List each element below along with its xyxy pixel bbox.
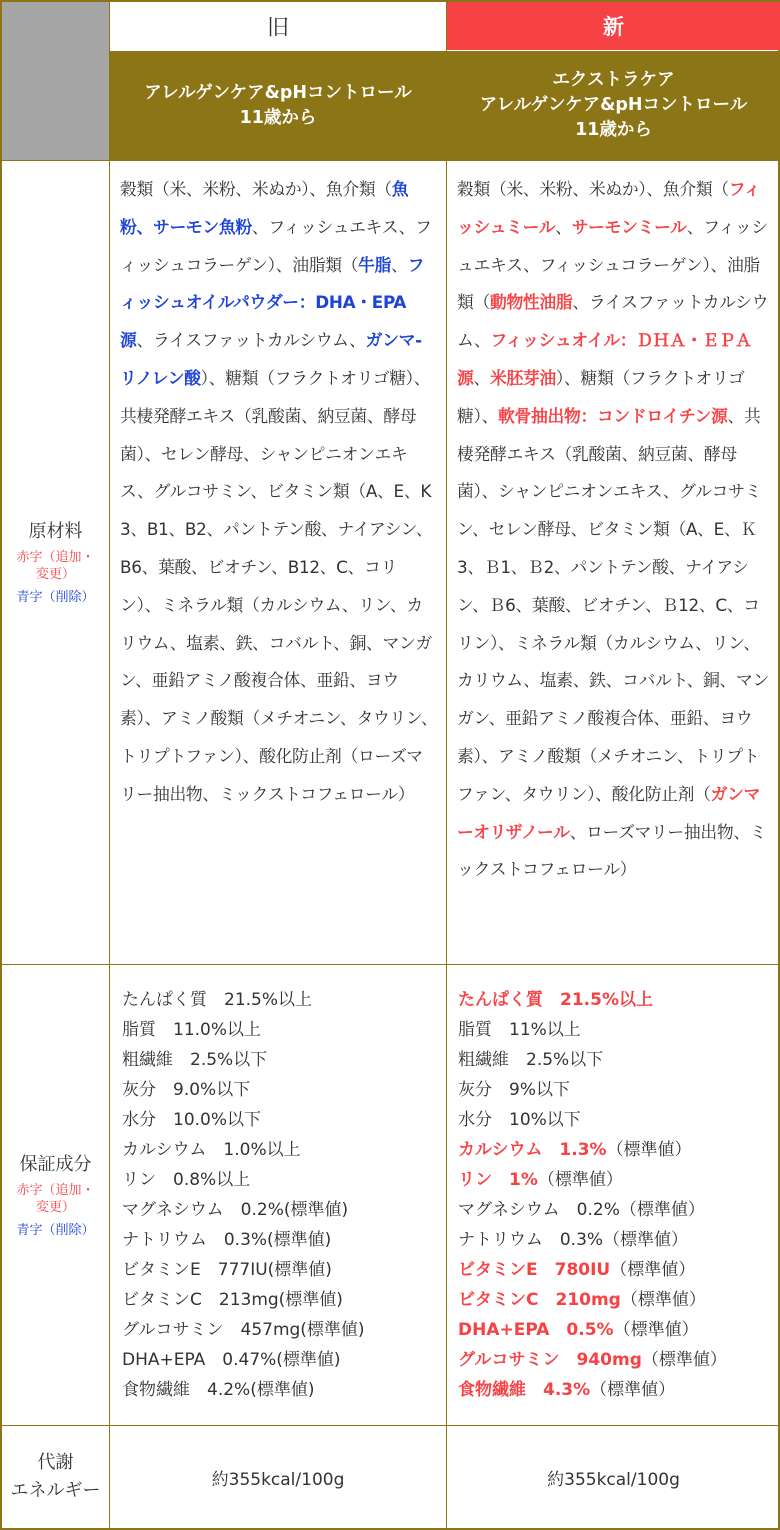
nutrient-name: ビタミンC xyxy=(122,1290,202,1310)
legend-blue: 青字（削除） xyxy=(16,1222,95,1238)
nutrient-value: 940mg xyxy=(576,1350,642,1370)
nutrient-value: 9%以下 xyxy=(509,1080,570,1100)
old-product-name xyxy=(110,51,446,160)
ingredient-text: 、 xyxy=(555,216,572,237)
nutrient-row xyxy=(458,1225,774,1255)
ingredient-text: 、フィッシュエキス、フィッシュコラーゲン）、油脂類（ xyxy=(457,216,768,313)
ingredient-added: 動物性油脂 xyxy=(489,292,573,313)
nutrient-note: （標準値） xyxy=(620,1290,706,1310)
ingredient-text: 、ライスファットカルシウム、 xyxy=(457,292,769,351)
nutrient-note: （標準値） xyxy=(590,1380,676,1400)
energy-label-1: 代謝 xyxy=(37,1452,74,1473)
nutrient-value: 4.2%(標準値) xyxy=(207,1380,315,1400)
nutrient-note: （標準値） xyxy=(613,1320,699,1340)
energy-label-2: エネルギー xyxy=(10,1480,101,1501)
nutrient-value: 10.0%以下 xyxy=(173,1110,262,1130)
nutrient-name: たんぱく質 xyxy=(458,990,543,1010)
energy-label-cell xyxy=(2,1426,109,1528)
ingredient-added: ガンマーオリザノール xyxy=(457,783,761,842)
energy-old: 約355kcal/100g xyxy=(211,1469,345,1490)
new-product-name xyxy=(447,51,780,160)
ingredient-added: フィッシュミール xyxy=(457,179,761,237)
nutrient-name: ビタミンE xyxy=(122,1260,201,1280)
nutrient-name: 水分 xyxy=(458,1110,492,1130)
nutrient-name: リン xyxy=(122,1170,156,1190)
nutrient-value: 4.3% xyxy=(543,1380,591,1400)
nutrient-value: 0.2%(標準値) xyxy=(240,1200,349,1220)
nutrient-value: 0.3% xyxy=(559,1230,604,1250)
nutrient-row xyxy=(122,1285,440,1315)
nutrient-name: 灰分 xyxy=(122,1080,156,1100)
nutrient-name: ビタミンC xyxy=(458,1290,539,1310)
nutrient-name: カルシウム xyxy=(122,1140,207,1160)
nutrient-value: 777IU(標準値) xyxy=(217,1260,332,1280)
ingredient-text: 穀類（米、米粉、米ぬか）、魚介類（ xyxy=(457,179,729,199)
nutrient-name: たんぱく質 xyxy=(122,990,207,1010)
nutrient-name: 灰分 xyxy=(458,1080,492,1100)
nutrient-value: 11%以上 xyxy=(509,1020,581,1040)
nutrient-row xyxy=(122,1195,440,1225)
divider-h1 xyxy=(2,160,780,161)
guaranteed-new-list xyxy=(458,985,774,1405)
ingredient-removed: フィッシュオイルパウダー：DHA・EPA源 xyxy=(120,254,425,351)
divider-h2 xyxy=(2,964,780,965)
nutrient-row xyxy=(458,1075,774,1105)
old-product-line-2: 11歳から xyxy=(239,107,317,128)
nutrient-note: （標準値） xyxy=(641,1350,727,1370)
nutrient-row xyxy=(458,1015,774,1045)
new-product-line-3: 11歳から xyxy=(575,120,652,140)
ingredient-added: 米胚芽油 xyxy=(489,367,556,388)
ingredient-added: フィッシュオイル：ＤＨＡ・ＥＰＡ源 xyxy=(457,330,752,388)
nutrient-name: グルコサミン xyxy=(122,1320,224,1340)
nutrient-note: （標準値） xyxy=(537,1170,623,1190)
nutrient-name: グルコサミン xyxy=(458,1350,560,1370)
nutrient-row xyxy=(122,1255,440,1285)
nutrient-row xyxy=(458,1105,774,1135)
nutrient-row xyxy=(122,1345,440,1375)
guaranteed-label: 保証成分 xyxy=(19,1153,92,1175)
nutrient-row xyxy=(458,1345,774,1375)
ingredient-removed: ガンマ-リノレン酸 xyxy=(120,330,422,388)
new-product-line-1: エクストラケア xyxy=(552,70,675,90)
nutrient-value: 0.2% xyxy=(576,1200,620,1220)
nutrient-row xyxy=(458,1045,774,1075)
nutrient-value: 780IU xyxy=(554,1260,611,1280)
nutrient-row xyxy=(122,985,440,1015)
ingredients-new xyxy=(457,171,773,889)
nutrient-name: ナトリウム xyxy=(122,1230,207,1250)
nutrient-value: 0.47%(標準値) xyxy=(222,1350,341,1370)
nutrient-name: ナトリウム xyxy=(458,1230,543,1250)
guaranteed-label-cell xyxy=(2,965,109,1425)
nutrient-row xyxy=(458,985,774,1015)
nutrient-row xyxy=(122,1075,440,1105)
nutrient-name: マグネシウム xyxy=(458,1200,560,1220)
nutrient-name: 粗繊維 xyxy=(458,1050,509,1070)
nutrient-row xyxy=(122,1375,440,1405)
nutrient-value: 457mg(標準値) xyxy=(240,1320,365,1340)
nutrient-row xyxy=(122,1045,440,1075)
nutrient-row xyxy=(458,1195,774,1225)
nutrient-row xyxy=(122,1015,440,1045)
old-product-line-1: アレルゲンケア&pHコントロール xyxy=(144,82,412,103)
nutrient-name: DHA+EPA xyxy=(122,1350,206,1370)
divider-v1 xyxy=(109,2,110,1528)
nutrient-row xyxy=(458,1165,774,1195)
nutrient-name: 脂質 xyxy=(122,1020,156,1040)
nutrient-row xyxy=(122,1315,440,1345)
ingredient-text: 、フィッシュエキス、フィッシュコラーゲン）、油脂類（ xyxy=(120,216,432,275)
nutrient-value: 2.5%以下 xyxy=(526,1050,604,1070)
nutrient-value: 11.0%以上 xyxy=(173,1020,262,1040)
new-product-line-2: アレルゲンケア&pHコントロール xyxy=(479,95,748,115)
nutrient-value: 21.5%以上 xyxy=(560,990,653,1010)
nutrient-row xyxy=(458,1375,774,1405)
legend-blue: 青字（削除） xyxy=(16,590,95,605)
ingredient-removed: 魚粉、サーモン魚粉 xyxy=(120,179,409,237)
ingredients-label-cell xyxy=(2,161,109,964)
nutrient-note: （標準値） xyxy=(606,1140,692,1160)
old-header: 旧 xyxy=(110,2,446,50)
ingredient-text: 、ローズマリー抽出物、ミックストコフェロール） xyxy=(457,821,767,880)
nutrient-row xyxy=(458,1135,774,1165)
nutrient-name: 水分 xyxy=(122,1110,156,1130)
nutrient-name: マグネシウム xyxy=(122,1200,224,1220)
ingredient-text: 、 xyxy=(391,254,408,275)
ingredient-text: ）、糖類（フラクトオリゴ糖）、共棲発酵エキス（乳酸菌、納豆菌、酵母菌）、セレン酵母、シャンピニオンエキス、グルコサミン、ビタミン類（A、E、K3、B1、B2、パントテン酸、ナイアシン、B6、葉酸、ビオチン、B12、C、コリン）、ミネラル類（カルシウム、リン、カリウム、塩素、鉄、コバルト、銅、マンガン、亜鉛アミノ酸複合体、亜鉛、ヨウ素）、アミノ酸類（メチオニン、タウリン、トリプトファン）、酸化防止剤（ローズマリー抽出物、ミックストコフェロール） xyxy=(120,367,438,804)
guaranteed-old-list xyxy=(122,985,440,1405)
nutrient-row xyxy=(122,1225,440,1255)
ingredients-old xyxy=(120,171,438,814)
nutrient-row xyxy=(458,1285,774,1315)
nutrient-value: 0.8%以上 xyxy=(173,1170,251,1190)
nutrient-row xyxy=(458,1315,774,1345)
nutrient-value: 213mg(標準値) xyxy=(218,1290,343,1310)
nutrient-name: 粗繊維 xyxy=(122,1050,173,1070)
nutrient-row xyxy=(458,1255,774,1285)
ingredient-text: 穀類（米、米粉、米ぬか）、魚介類（ xyxy=(120,179,392,199)
nutrient-name: 食物繊維 xyxy=(458,1380,526,1400)
nutrient-name: リン xyxy=(458,1170,492,1190)
energy-new: 約355kcal/100g xyxy=(547,1469,680,1490)
nutrient-row xyxy=(122,1165,440,1195)
nutrient-name: カルシウム xyxy=(458,1140,543,1160)
nutrient-row xyxy=(122,1135,440,1165)
nutrient-note: （標準値） xyxy=(610,1260,696,1280)
nutrient-row xyxy=(122,1105,440,1135)
nutrient-value: 2.5%以下 xyxy=(190,1050,268,1070)
ingredient-text: ）、糖類（フラクトオリゴ糖）、 xyxy=(457,367,745,426)
nutrient-value: 0.3%(標準値) xyxy=(223,1230,332,1250)
legend-red: 赤字（追加・変更） xyxy=(16,1182,95,1215)
nutrient-name: 脂質 xyxy=(458,1020,492,1040)
ingredient-text: 、共棲発酵エキス（乳酸菌、納豆菌、酵母菌）、シャンピニオンエキス、グルコサミン、セレン酵母、ビタミン類（A、E、Ｋ3、Ｂ1、Ｂ2、パントテン酸、ナイアシン、Ｂ6、葉酸、ビオチン、Ｂ12、C、コリン）、ミネラル類（カルシウム、リン、カリウム、塩素、鉄、コバルト、銅、マンガン、亜鉛アミノ酸複合体、亜鉛、ヨウ素）、アミノ酸類（メチオニン、トリプトファン、タウリン）、酸化防止剤（ xyxy=(457,405,769,804)
nutrient-name: 食物繊維 xyxy=(122,1380,190,1400)
nutrient-value: 9.0%以下 xyxy=(173,1080,251,1100)
nutrient-note: （標準値） xyxy=(603,1230,689,1250)
nutrient-value: 1.3% xyxy=(559,1140,607,1160)
nutrient-value: 210mg xyxy=(555,1290,621,1310)
ingredient-removed: 牛脂 xyxy=(358,254,392,275)
nutrient-value: 1% xyxy=(509,1170,538,1190)
ingredient-text: 、 xyxy=(473,367,490,388)
nutrient-name: ビタミンE xyxy=(458,1260,538,1280)
ingredient-added: 軟骨抽出物：コンドロイチン源 xyxy=(498,405,728,426)
nutrient-value: 0.5% xyxy=(566,1320,614,1340)
nutrient-name: DHA+EPA xyxy=(458,1320,550,1340)
ingredient-text: 、ライスファットカルシウム、 xyxy=(136,330,366,351)
nutrient-value: 10%以下 xyxy=(509,1110,581,1130)
legend-red: 赤字（追加・変更） xyxy=(16,550,95,582)
ingredient-added: サーモンミール xyxy=(571,216,687,237)
divider-v2 xyxy=(446,2,447,1528)
nutrient-value: 1.0%以上 xyxy=(223,1140,301,1160)
nutrient-note: （標準値） xyxy=(619,1200,705,1220)
corner-cell xyxy=(2,2,109,160)
new-header: 新 xyxy=(447,2,780,50)
ingredients-label: 原材料 xyxy=(28,521,83,542)
nutrient-value: 21.5%以上 xyxy=(224,990,313,1010)
